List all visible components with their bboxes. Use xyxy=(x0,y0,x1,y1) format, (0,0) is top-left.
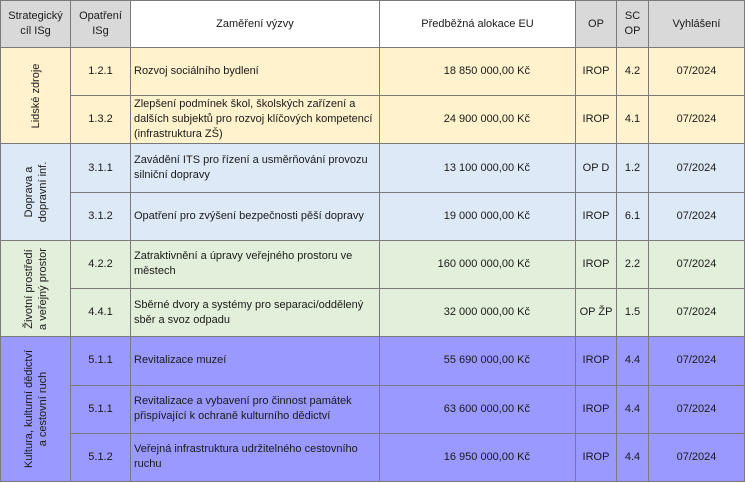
op-cell: IROP xyxy=(576,48,617,96)
header-sc-op: SC OP xyxy=(617,1,649,48)
allocation-cell: 32 000 000,00 Kč xyxy=(380,289,576,337)
table-row xyxy=(1,240,745,288)
header-focus: Zaměření výzvy xyxy=(131,1,380,48)
measure-cell: 1.3.2 xyxy=(71,96,131,144)
table-row xyxy=(1,289,745,337)
op-cell: IROP xyxy=(576,192,617,240)
table-row xyxy=(1,192,745,240)
header-strategic-goal: Strategický cíl ISg xyxy=(1,1,71,48)
announcement-cell: 07/2024 xyxy=(649,240,745,288)
focus-cell: Veřejná infrastruktura udržitelného cestovního ruchu xyxy=(131,433,380,481)
measure-cell: 5.1.1 xyxy=(71,385,131,433)
focus-cell: Rozvoj sociálního bydlení xyxy=(131,48,380,96)
measure-cell: 5.1.2 xyxy=(71,433,131,481)
strategic-goal-label: Doprava a dopravní inf. xyxy=(22,161,49,223)
table-row xyxy=(1,433,745,481)
strategic-goal-label: Lidské zdroje xyxy=(29,63,42,129)
measure-cell: 4.2.2 xyxy=(71,240,131,288)
op-cell: IROP xyxy=(576,337,617,385)
announcement-cell: 07/2024 xyxy=(649,289,745,337)
focus-cell: Sběrné dvory a systémy pro separaci/oddělený sběr a svoz odpadu xyxy=(131,289,380,337)
op-cell: IROP xyxy=(576,385,617,433)
header-measure: Opatření ISg xyxy=(71,1,131,48)
announcement-cell: 07/2024 xyxy=(649,192,745,240)
sc-op-cell: 4.4 xyxy=(617,385,649,433)
focus-cell: Opatření pro zvýšení bezpečnosti pěší dopravy xyxy=(131,192,380,240)
table-row xyxy=(1,337,745,385)
op-cell: IROP xyxy=(576,96,617,144)
allocation-cell: 13 100 000,00 Kč xyxy=(380,144,576,192)
announcement-cell: 07/2024 xyxy=(649,96,745,144)
op-cell: OP ŽP xyxy=(576,289,617,337)
allocation-cell: 55 690 000,00 Kč xyxy=(380,337,576,385)
focus-cell: Zavádění ITS pro řízení a usměrňování provozu silniční dopravy xyxy=(131,144,380,192)
strategic-goal-cell xyxy=(1,240,71,336)
announcement-cell: 07/2024 xyxy=(649,337,745,385)
op-cell: IROP xyxy=(576,240,617,288)
sc-op-cell: 4.4 xyxy=(617,433,649,481)
strategic-goal-label: Kultura, kulturní dědictví a cestovní ruch xyxy=(22,350,49,469)
header-row xyxy=(1,1,745,48)
focus-cell: Zatraktivnění a úpravy veřejného prostoru ve městech xyxy=(131,240,380,288)
focus-cell: Zlepšení podmínek škol, školských zařízení a dalších subjektů pro rozvoj klíčových kompetencí (infrastruktura ZŠ) xyxy=(131,96,380,144)
strategic-goal-cell xyxy=(1,337,71,482)
sc-op-cell: 1.2 xyxy=(617,144,649,192)
sc-op-cell: 4.4 xyxy=(617,337,649,385)
header-allocation: Předběžná alokace EU xyxy=(380,1,576,48)
allocation-cell: 16 950 000,00 Kč xyxy=(380,433,576,481)
table-row xyxy=(1,96,745,144)
focus-cell: Revitalizace a vybavení pro činnost památek přispívající k ochraně kulturního dědictví xyxy=(131,385,380,433)
header-op: OP xyxy=(576,1,617,48)
op-cell: OP D xyxy=(576,144,617,192)
table-row xyxy=(1,385,745,433)
sc-op-cell: 2.2 xyxy=(617,240,649,288)
allocation-cell: 19 000 000,00 Kč xyxy=(380,192,576,240)
announcement-cell: 07/2024 xyxy=(649,48,745,96)
measure-cell: 3.1.2 xyxy=(71,192,131,240)
table-row xyxy=(1,144,745,192)
allocation-cell: 63 600 000,00 Kč xyxy=(380,385,576,433)
measure-cell: 1.2.1 xyxy=(71,48,131,96)
sc-op-cell: 4.1 xyxy=(617,96,649,144)
measure-cell: 5.1.1 xyxy=(71,337,131,385)
op-cell: IROP xyxy=(576,433,617,481)
measure-cell: 3.1.1 xyxy=(71,144,131,192)
sc-op-cell: 6.1 xyxy=(617,192,649,240)
allocation-cell: 24 900 000,00 Kč xyxy=(380,96,576,144)
measure-cell: 4.4.1 xyxy=(71,289,131,337)
announcement-cell: 07/2024 xyxy=(649,433,745,481)
sc-op-cell: 1.5 xyxy=(617,289,649,337)
announcement-cell: 07/2024 xyxy=(649,144,745,192)
announcement-cell: 07/2024 xyxy=(649,385,745,433)
strategic-goal-cell xyxy=(1,144,71,240)
strategic-goal-cell xyxy=(1,48,71,144)
strategic-goal-label: Životní prostředí a veřejný prostor xyxy=(22,247,49,330)
sc-op-cell: 4.2 xyxy=(617,48,649,96)
allocation-cell: 160 000 000,00 Kč xyxy=(380,240,576,288)
header-announcement: Vyhlášení xyxy=(649,1,745,48)
focus-cell: Revitalizace muzeí xyxy=(131,337,380,385)
table-row xyxy=(1,48,745,96)
allocation-cell: 18 850 000,00 Kč xyxy=(380,48,576,96)
